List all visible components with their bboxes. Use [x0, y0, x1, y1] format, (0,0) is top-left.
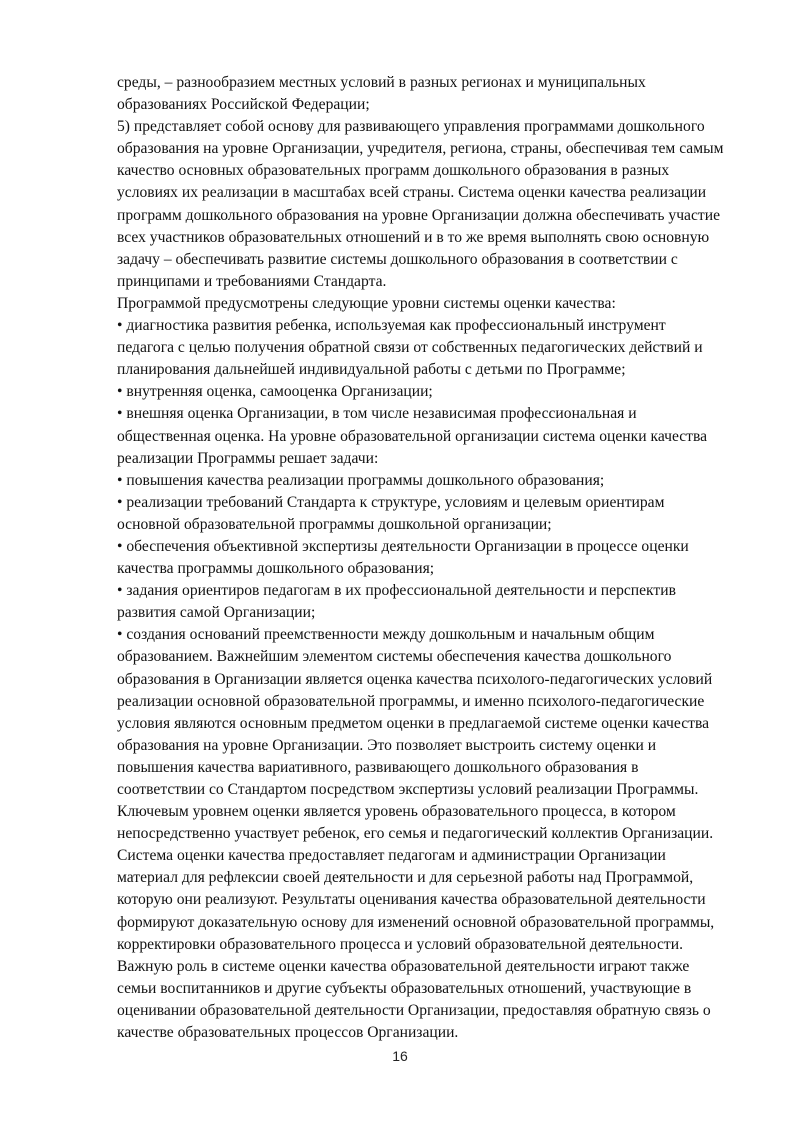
- text-line: Программой предусмотрены следующие уровни системы оценки качества:: [117, 294, 616, 312]
- text-line: повышения качества вариативного, развивающего дошкольного образования в: [117, 758, 639, 776]
- text-line: корректировки образовательного процесса и условий образовательной деятельности.: [117, 935, 683, 953]
- text-line: всех участников образовательных отношений и в то же время выполнять свою основную: [117, 228, 710, 246]
- text-line: 5) представляет собой основу для развивающего управления программами дошкольного: [117, 118, 705, 136]
- text-line: программ дошкольного образования на уровне Организации должна обеспечивать участие: [117, 206, 720, 224]
- text-line: принципами и требованиями Стандарта.: [117, 272, 387, 290]
- text-line: формируют доказательную основу для изменений основной образовательной программы,: [117, 913, 715, 931]
- text-line: • реализации требований Стандарта к структуре, условиям и целевым ориентирам: [117, 493, 665, 511]
- text-line: материал для рефлексии своей деятельности и для серьезной работы над Программой,: [117, 869, 694, 887]
- text-line: планирования дальнейшей индивидуальной работы с детьми по Программе;: [117, 361, 626, 379]
- text-line: непосредственно участвует ребенок, его семья и педагогический коллектив Организации.: [117, 825, 714, 843]
- text-line: • внутренняя оценка, самооценка Организации;: [117, 383, 433, 401]
- text-line: образования на уровне Организации. Это позволяет выстроить систему оценки и: [117, 736, 657, 754]
- text-line: • повышения качества реализации программы дошкольного образования;: [117, 471, 605, 489]
- text-line: основной образовательной программы дошкольной организации;: [117, 515, 552, 533]
- text-line: развития самой Организации;: [117, 604, 316, 622]
- text-line: • создания оснований преемственности между дошкольным и начальным общим: [117, 626, 655, 644]
- text-line: среды, – разнообразием местных условий в разных регионах и муниципальных: [117, 74, 646, 91]
- text-line: которую они реализуют. Результаты оценивания качества образовательной деятельности: [117, 891, 706, 909]
- text-line: условиях их реализации в масштабах всей страны. Система оценки качества реализации: [117, 184, 707, 202]
- text-line: • внешняя оценка Организации, в том числе независимая профессиональная и: [117, 405, 637, 423]
- text-line: • задания ориентиров педагогам в их профессиональной деятельности и перспектив: [117, 582, 676, 600]
- text-line: • диагностика развития ребенка, используемая как профессиональный инструмент: [117, 317, 666, 335]
- text-line: Система оценки качества предоставляет педагогам и администрации Организации: [117, 847, 666, 865]
- text-line: образованиях Российской Федерации;: [117, 96, 370, 114]
- text-line: образования в Организации является оценка качества психолого-педагогических условий: [117, 670, 713, 688]
- text-line: условия являются основным предметом оценки в предлагаемой системе оценки качества: [117, 714, 710, 732]
- text-line: реализации основной образовательной программы, и именно психолого-педагогические: [117, 692, 705, 710]
- text-line: качество основных образовательных программ дошкольного образования в разных: [117, 162, 670, 180]
- text-line: качестве образовательных процессов Организации.: [117, 1024, 459, 1042]
- text-line: Ключевым уровнем оценки является уровень образовательного процесса, в котором: [117, 803, 676, 821]
- text-line: задачу – обеспечивать развитие системы дошкольного образования в соответствии с: [117, 250, 678, 268]
- page-number: 16: [392, 1048, 408, 1064]
- text-line: образования на уровне Организации, учредителя, региона, страны, обеспечивая тем самым: [117, 140, 724, 158]
- text-line: общественная оценка. На уровне образовательной организации система оценки качества: [117, 427, 708, 445]
- text-line: качества программы дошкольного образования;: [117, 560, 435, 578]
- text-line: реализации Программы решает задачи:: [117, 449, 379, 467]
- text-line: Важную роль в системе оценки качества образовательной деятельности играют также: [117, 957, 690, 975]
- document-body: [117, 72, 747, 1044]
- text-line: семьи воспитанников и другие субъекты образовательных отношений, участвующие в: [117, 979, 692, 997]
- text-line: образованием. Важнейшим элементом системы обеспечения качества дошкольного: [117, 648, 672, 666]
- text-line: педагога с целью получения обратной связи от собственных педагогических действий и: [117, 339, 703, 357]
- text-line: оценивании образовательной деятельности Организации, предоставляя обратную связь о: [117, 1001, 711, 1019]
- text-line: • обеспечения объективной экспертизы деятельности Организации в процессе оценки: [117, 537, 689, 555]
- text-line: соответствии со Стандартом посредством экспертизы условий реализации Программы.: [117, 781, 699, 798]
